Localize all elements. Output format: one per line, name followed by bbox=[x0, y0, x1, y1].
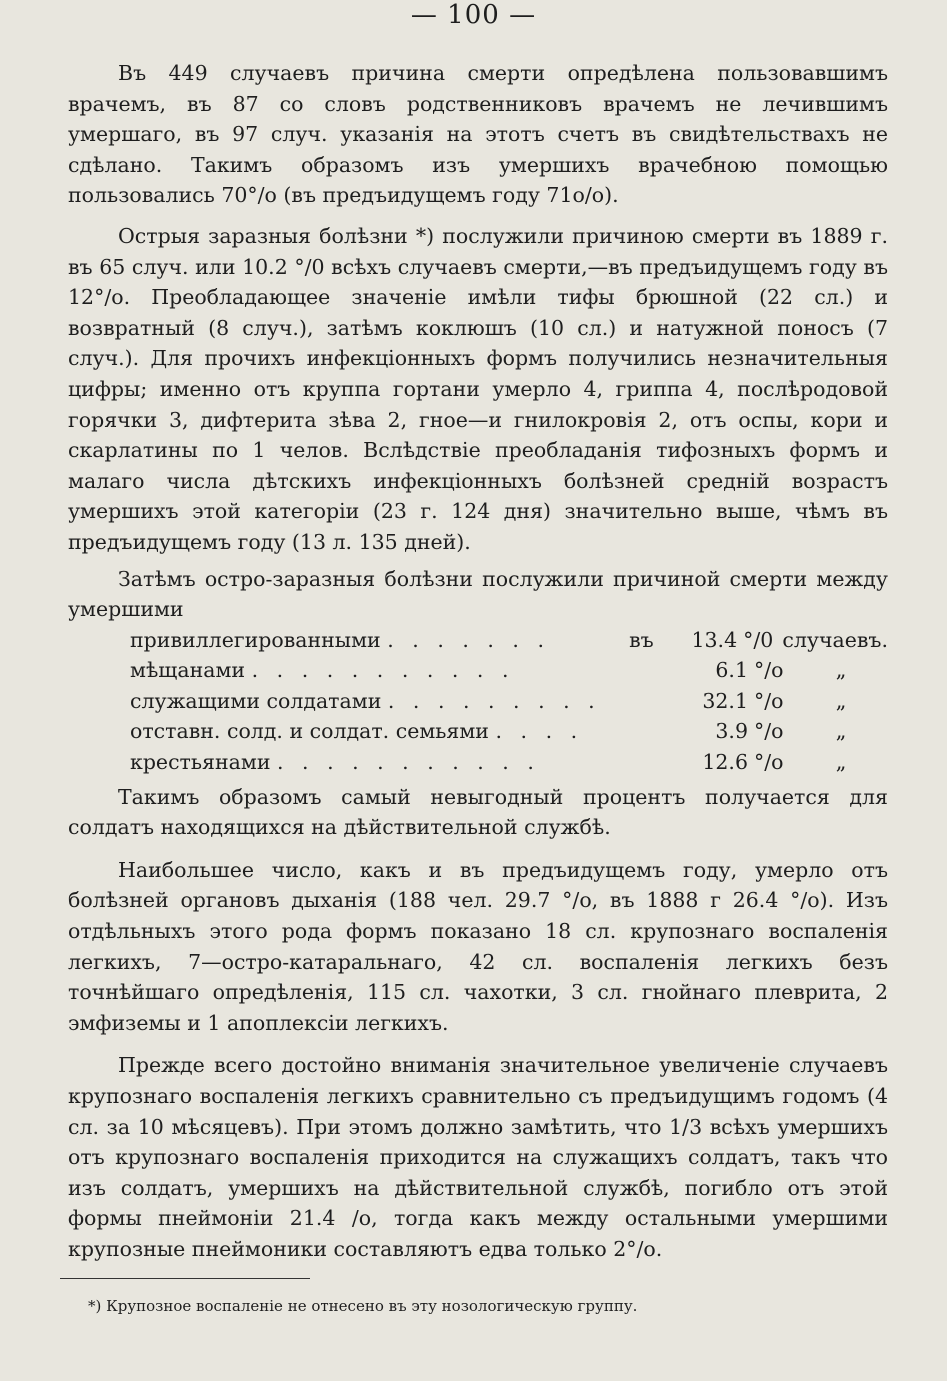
row-percent-sign: °/о bbox=[754, 719, 784, 744]
row-percent-sign: °/о bbox=[754, 688, 784, 713]
row-leader-dots: . . . . . . . . . . . bbox=[277, 750, 540, 775]
paragraph-2: Острыя заразныя болѣзни *) послужили причиною смерти въ 1889 г. въ 65 случ. или 10.2 °/0 всѣхъ случаевъ смерти,—въ предъидущемъ году въ 12°/о. Преобладающее значеніе имѣли тифы брюшной (22 сл.) и возвратный (8 случ.), затѣмъ коклюшъ (10 сл.) и натужной поносъ (7 случ.). Для прочихъ инфекціонныхъ формъ получились незначительныя цифры; именно отъ круппа гортани умерло 4, гриппа 4, послѣродовой горячки 3, дифтерита зѣва 2, гное—и гнилокровія 2, отъ оспы, кори и скарлатины по 1 челов. Вслѣдствіе преобладанія тифозныхъ формъ и малаго числа дѣтскихъ инфекціонныхъ болѣзней средній возрастъ умершихъ этой категоріи (23 г. 124 дня) значительно выше, чѣмъ въ предъидущемъ году (13 л. 135 дней). bbox=[68, 223, 888, 554]
paragraph-1: Въ 449 случаевъ причина смерти опредѣлена пользовавшимъ врачемъ, въ 87 со словъ родственниковъ врачемъ не лечившимъ умершаго, въ 97 случ. указанія на этотъ счетъ въ свидѣтельствахъ не сдѣлано. Такимъ образомъ изъ умершихъ врачебною помощью пользовались 70°/о (въ предъидущемъ году 71о/о). bbox=[68, 61, 888, 208]
table-row bbox=[130, 625, 888, 656]
row-label: крестьянами bbox=[130, 750, 271, 775]
row-label: мѣщанами bbox=[130, 658, 246, 683]
row-label: привиллегированными bbox=[130, 627, 381, 652]
row-leader-dots: . . . . . . . bbox=[387, 627, 550, 652]
row-unit: „ bbox=[835, 719, 847, 744]
row-percent-sign: °/о bbox=[754, 658, 784, 683]
row-leader-dots: . . . . . . . . . bbox=[387, 688, 601, 713]
page-number: — 100 — bbox=[410, 0, 537, 30]
row-percent-sign: °/о bbox=[754, 750, 784, 775]
row-unit: „ bbox=[835, 658, 847, 683]
paragraph-6: Прежде всего достойно вниманія значительное увеличеніе случаевъ крупознаго воспаленія легкихъ сравнительно съ предъидущимъ годомъ (4 сл. за 10 мѣсяцевъ). При этомъ должно замѣтить, что 1/3 всѣхъ умершихъ отъ крупознаго воспаленія приходится на служащихъ солдатъ, такъ что изъ солдатъ, умершихъ на дѣйствительной службѣ, погибло отъ этой формы пнеймоніи 21.4 /о, тогда какъ между остальными умершими крупозные пнеймоники составляютъ едва только 2°/о. bbox=[68, 1053, 888, 1261]
row-percent-sign: °/0 bbox=[743, 627, 774, 652]
table-row bbox=[130, 716, 888, 747]
row-preposition: въ bbox=[629, 627, 654, 652]
row-unit: случаевъ. bbox=[782, 627, 888, 652]
row-value: 3.9 bbox=[715, 719, 748, 744]
paragraph-5: Наибольшее число, какъ и въ предъидущемъ году, умерло отъ болѣзней органовъ дыханія (188 чел. 29.7 °/о, въ 1888 г 26.4 °/о). Изъ отдѣльныхъ этого рода формъ показано 18 сл. крупознаго воспаленія легкихъ, 7—остро-катаральнаго, 42 сл. воспаленія легкихъ безъ точнѣйшаго опредѣленія, 115 сл. чахотки, 3 сл. гнойнаго плеврита, 2 эмфиземы и 1 апоплексіи легкихъ. bbox=[68, 857, 888, 1035]
row-value: 12.6 bbox=[702, 750, 748, 775]
table-row bbox=[130, 747, 888, 778]
row-value: 13.4 bbox=[691, 627, 738, 652]
row-leader-dots: . . . . . . . . . . . bbox=[251, 658, 515, 683]
mortality-table bbox=[130, 625, 888, 778]
footnote: *) Крупозное воспаленіе не отнесено въ эту нозологическую группу. bbox=[88, 1297, 638, 1315]
footnote-divider bbox=[60, 1278, 310, 1279]
row-unit: „ bbox=[835, 688, 847, 713]
row-value: 32.1 bbox=[702, 688, 748, 713]
row-label: отставн. солд. и солдат. семьями bbox=[130, 719, 489, 744]
paragraph-4: Такимъ образомъ самый невыгодный процентъ получается для солдатъ находящихся на дѣйствительной службѣ. bbox=[68, 784, 888, 840]
paragraph-3: Затѣмъ остро-заразныя болѣзни послужили причиной смерти между умершими bbox=[68, 566, 888, 622]
table-row bbox=[130, 655, 888, 686]
row-leader-dots: . . . . bbox=[495, 719, 584, 744]
row-unit: „ bbox=[835, 750, 847, 775]
table-row bbox=[130, 686, 888, 717]
row-value: 6.1 bbox=[715, 658, 748, 683]
row-label: служащими солдатами bbox=[130, 688, 382, 713]
body-text bbox=[68, 58, 888, 1265]
